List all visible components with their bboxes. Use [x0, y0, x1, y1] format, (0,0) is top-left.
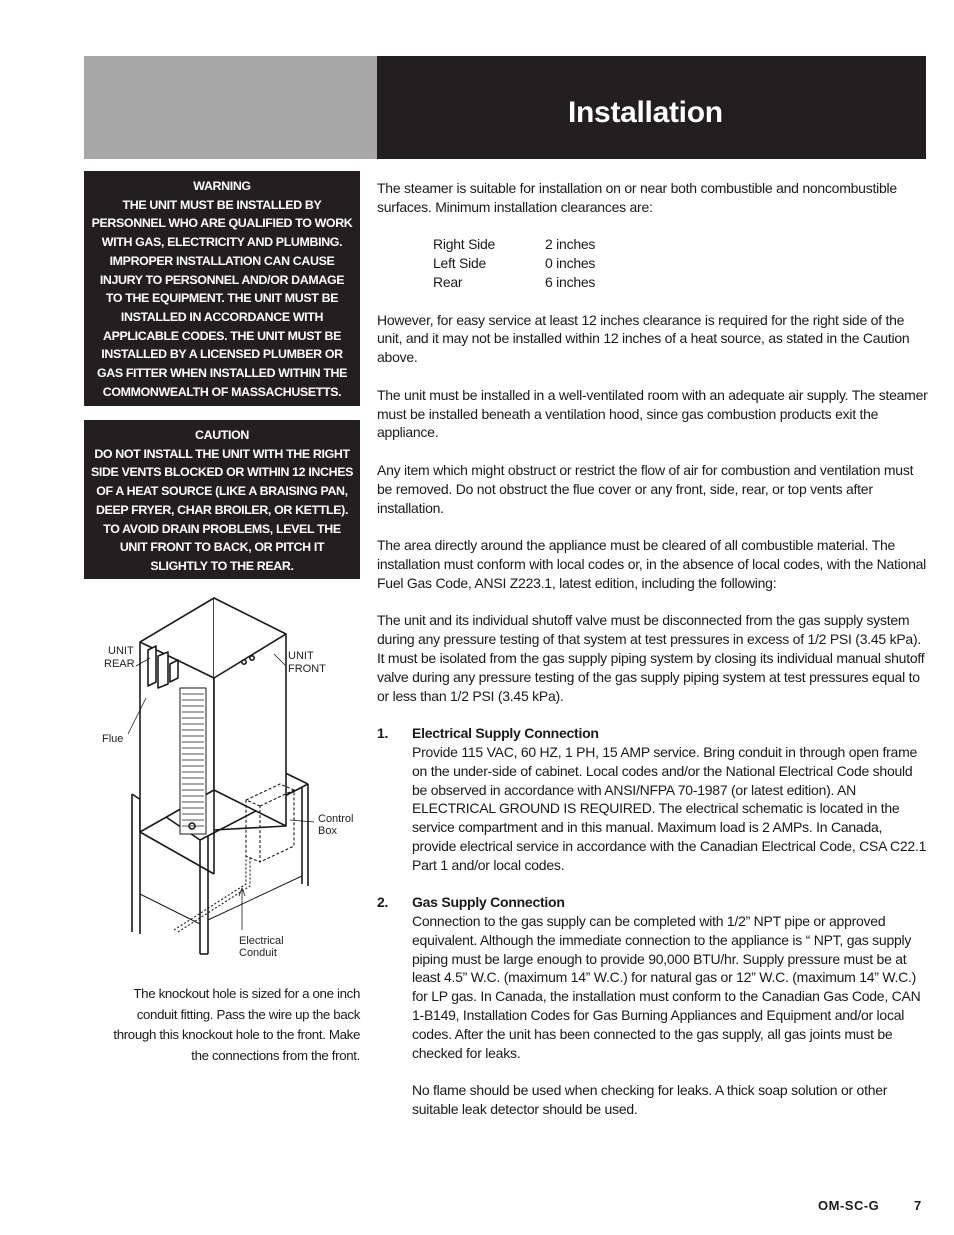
header-gray-block: [84, 56, 377, 159]
caption-line: conduit fitting. Pass the wire up the back: [136, 1006, 360, 1022]
body-paragraph: The unit must be installed in a well-ventilated room with an adequate air supply. The steamer must be installed beneath a ventilation hood, since gas combustion products exit the appliance.: [377, 386, 928, 441]
caution-line: SLIGHTLY TO THE REAR.: [150, 558, 294, 573]
label-control-box: Control: [318, 813, 354, 825]
item-paragraph: Provide 115 VAC, 60 HZ, 1 PH, 15 AMP service. Bring conduit in through open frame on the under-side of cabinet. Local codes and/or the National Electrical Code should be observed in accordance with ANSI/NFPA 70-1987 (or latest edition). AN ELECTRICAL GROUND IS REQUIRED. The electrical schematic is located in the service compartment and in this manual. Maximum load is 2 AMPs. In Canada, provide electrical service in accordance with the Canadian Electrical Code, CSA C22.1 Part 1 and/or local codes.: [412, 743, 927, 873]
item-paragraph: No flame should be used when checking for leaks. A thick soap solution or other suitable leak detector should be used.: [412, 1082, 888, 1118]
item-number: 2.: [377, 894, 389, 911]
warning-line: WITH GAS, ELECTRICITY AND PLUMBING.: [101, 235, 343, 250]
caution-line: DO NOT INSTALL THE UNIT WITH THE RIGHT: [94, 446, 350, 461]
warning-line: INSTALLED IN ACCORDANCE WITH: [120, 309, 324, 324]
caption-line: through this knockout hole to the front. Make: [113, 1027, 360, 1043]
label-electrical-conduit: Electrical: [239, 935, 284, 947]
clearance-side: Left Side: [433, 255, 487, 272]
clearance-side: Rear: [433, 273, 463, 290]
caution-heading: CAUTION: [195, 428, 249, 442]
page-title: Installation: [568, 96, 723, 129]
clearance-side: Right Side: [433, 236, 496, 253]
caution-box: [84, 420, 360, 579]
header-title-bar: [377, 56, 926, 159]
body-paragraph: The area directly around the appliance must be cleared of all combustible material. The installation must conform with local codes or, in the absence of local codes, with the National Fuel Gas Code, ANSI Z223.1, latest edition, including the following:: [377, 537, 926, 591]
body-paragraph: The unit and its individual shutoff valve must be disconnected from the gas supply system during any pressure testing of that system at test pressures in excess of 1/2 PSI (3.45 kPa). It must be isolated from the gas supply piping system by closing its individual manual shutoff valve during any pressure testing of the gas supply piping system at test pressures equal to or less than 1/2 PSI (3.45 kPa).: [377, 612, 925, 704]
clearance-value: 0 inches: [545, 255, 596, 272]
caution-line: SIDE VENTS BLOCKED OR WITHIN 12 INCHES: [90, 465, 354, 480]
warning-line: COMMONWEALTH OF MASSACHUSETTS.: [102, 384, 342, 399]
clearance-table: [433, 235, 595, 291]
clearance-row: [433, 235, 595, 254]
body-paragraph: Any item which might obstruct or restrict the flow of air for combustion and ventilation must be removed. Do not obstruct the flue cover or any front, side, rear, or top vents after installation.: [377, 461, 914, 516]
warning-line: APPLICABLE CODES. THE UNIT MUST BE: [103, 328, 341, 343]
numbered-item-electrical: [377, 724, 929, 874]
caption-line: the connections from the front.: [191, 1048, 360, 1064]
warning-line: INJURY TO PERSONNEL AND/OR DAMAGE: [99, 272, 345, 287]
item-heading: Gas Supply Connection: [412, 894, 565, 911]
clearance-row: [433, 273, 595, 292]
footer-page-number: 7: [914, 1198, 922, 1213]
caption-line: The knockout hole is sized for a one inch: [133, 986, 360, 1001]
item-heading: Electrical Supply Connection: [412, 725, 599, 742]
warning-line: INSTALLED BY A LICENSED PLUMBER OR: [101, 347, 343, 362]
warning-line: PERSONNEL WHO ARE QUALIFIED TO WORK: [91, 216, 353, 231]
warning-line: THE UNIT MUST BE INSTALLED BY: [122, 197, 322, 212]
warning-line: GAS FITTER WHEN INSTALLED WITHIN THE: [96, 366, 348, 381]
caution-line: OF A HEAT SOURCE (LIKE A BRAISING PAN,: [96, 484, 348, 499]
steamer-illustration: [96, 594, 360, 966]
warning-box: [84, 171, 360, 406]
item-body: [412, 724, 929, 874]
caution-line: UNIT FRONT TO BACK, OR PITCH IT: [119, 540, 325, 555]
figure-caption: [96, 984, 360, 1067]
clearance-value: 6 inches: [545, 273, 596, 290]
label-unit-rear: UNIT: [108, 645, 134, 657]
installation-diagram: [96, 594, 360, 966]
label-electrical-conduit-line2: Conduit: [239, 947, 277, 959]
label-flue: Flue: [102, 733, 124, 745]
caution-line: DEEP FRYER, CHAR BROILER, OR KETTLE).: [95, 502, 349, 517]
item-body: [412, 893, 929, 1119]
warning-heading: WARNING: [193, 179, 251, 193]
warning-line: TO THE EQUIPMENT. THE UNIT MUST BE: [105, 291, 339, 306]
clearance-row: [433, 254, 595, 273]
label-unit-front: UNIT: [288, 650, 314, 662]
caution-line: TO AVOID DRAIN PROBLEMS, LEVEL THE: [103, 521, 341, 536]
warning-line: IMPROPER INSTALLATION CAN CAUSE: [109, 253, 335, 268]
numbered-item-gas: [377, 893, 929, 1119]
label-control-box-line2: Box: [318, 825, 337, 837]
clearance-value: 2 inches: [545, 236, 596, 253]
item-paragraph: Connection to the gas supply can be completed with 1/2” NPT pipe or approved equivalent. Although the immediate connection to the appliance is “ NPT, gas supply piping must be large enough to provide 90,000 BTU/hr. Supply pressure must be at least 4.5” W.C. (maximum 14” W.C.) for natural gas or 12” W.C. (maximum 14” W.C.) for LP gas. In Canada, the installation must conform to the Canadian Gas Code, CAN 1-B149, Installation Codes for Gas Burning Appliances and Equipment and/or local codes. After the unit has been connected to the gas supply, all gas joints must be checked for leaks.: [412, 913, 921, 1061]
item-number: 1.: [377, 725, 389, 742]
body-paragraph: However, for easy service at least 12 inches clearance is required for the right side of the unit, and it may not be installed within 12 inches of a heat source, as stated in the Caution above.: [377, 311, 910, 366]
main-content: [377, 179, 929, 1138]
label-unit-rear-line2: REAR: [104, 658, 135, 670]
label-unit-front-line2: FRONT: [288, 663, 326, 675]
intro-paragraph: The steamer is suitable for installation on or near both combustible and noncombustible surfaces. Minimum installation clearances are:: [377, 180, 897, 215]
footer-doc-code: OM-SC-G: [818, 1198, 880, 1213]
